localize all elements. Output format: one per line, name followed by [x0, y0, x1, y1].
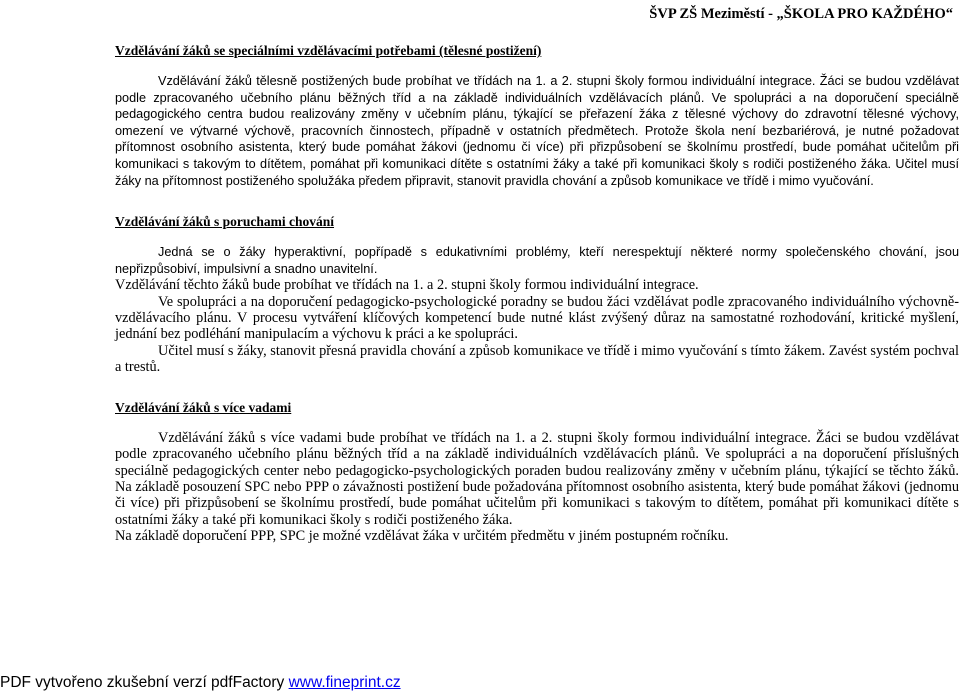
section-heading: Vzdělávání žáků s poruchami chování: [115, 214, 335, 230]
paragraph: Na základě doporučení PPP, SPC je možné vzdělávat žáka v určitém předmětu v jiném postupném ročníku.: [115, 527, 729, 544]
paragraph: Ve spolupráci a na doporučení pedagogicko-psychologické poradny se budou žáci vzdělávat podle zpracovaného individuálního výchovně-vzdělávacího plánu. V procesu vytváření klíčových kompetencí bude nutné klást zvýšený důraz na samostatné rozhodování, kritické myšlení, jednání bez podléhání manipulacím a výchovu k práci a ke spolupráci.: [115, 293, 959, 343]
paragraph: Jedná se o žáky hyperaktivní, popřípadě s edukativními problémy, kteří nerespektují některé normy společenského chování, jsou nepřizpůsobiví, impulsivní a snadno unavitelní.: [115, 245, 959, 276]
section-heading: Vzdělávání žáků se speciálními vzdělávacími potřebami (tělesné postižení): [115, 43, 542, 58]
document-header-title: ŠVP ZŠ Meziměstí - „ŠKOLA PRO KAŽDÉHO“: [649, 6, 953, 22]
document-body: [115, 42, 959, 544]
footer-text: PDF vytvořeno zkušební verzí pdfFactory: [0, 674, 289, 691]
section-behavior-disorders: [115, 213, 959, 375]
pdf-footer: [0, 674, 401, 692]
section-heading: Vzdělávání žáků s více vadami: [115, 400, 292, 416]
paragraph: Učitel musí s žáky, stanovit přesná pravidla chování a způsob komunikace ve třídě i mimo vyučování s tímto žákem. Zavést systém pochval a trestů.: [115, 342, 959, 375]
section-multiple-disabilities: [115, 399, 959, 544]
footer-link[interactable]: www.fineprint.cz: [288, 674, 401, 691]
paragraph: Vzdělávání těchto žáků bude probíhat ve třídách na 1. a 2. stupni školy formou individuální integrace.: [115, 277, 699, 294]
paragraph: Vzdělávání žáků s více vadami bude probíhat ve třídách na 1. a 2. stupni školy formou individuální integrace. Žáci se budou vzdělávat podle zpracovaného učebního plánu běžných tříd a na základě individuálních vzdělávacích plánů. Ve spolupráci a na doporučení příslušných speciálně pedagogických center nebo pedagogicko-psychologických poraden budou realizovány změny v učebním plánu, týkající se těchto žáků. Na základě posouzení SPC nebo PPP o závažnosti postižení bude požadována přítomnost osobního asistenta, který bude pomáhat žákovi (jednomu či více) při přizpůsobení se školnímu prostředí, bude pomáhat učitelům při komunikaci s takovým to dítětem, pomáhat při komunikaci dítěte s ostatními žáky a také při komunikaci školy s rodiči postiženého žáka.: [115, 430, 959, 528]
paragraph: Vzdělávání žáků tělesně postižených bude probíhat ve třídách na 1. a 2. stupni školy formou individuální integrace. Žáci se budou vzdělávat podle zpracovaného učebního plánu běžných tříd a na základě individuálních vzdělávacích plánů. Ve spolupráci a na doporučení speciálně pedagogického centra budou realizovány změny v učebním plánu, týkající se přeřazení žáka z tělesné výchovy do zdravotní tělesné výchovy, omezení ve výtvarné výchově, pracovních činnostech, případně v ostatních předmětech. Protože škola není bezbariérová, je nutné požadovat přítomnost osobního asistenta, který bude pomáhat žákovi (jednomu či více) při přizpůsobení se školnímu prostředí, bude pomáhat učitelům při komunikaci s takovým to dítětem, pomáhat při komunikaci dítěte s ostatními žáky a také při komunikaci školy s rodiči postiženého žáka. Učitel musí žáky na přítomnost postiženého spolužáka předem připravit, stanovit pravidla chování a způsob komunikace ve třídě i mimo vyučování.: [115, 74, 959, 188]
section-physical-disability: [115, 42, 959, 189]
